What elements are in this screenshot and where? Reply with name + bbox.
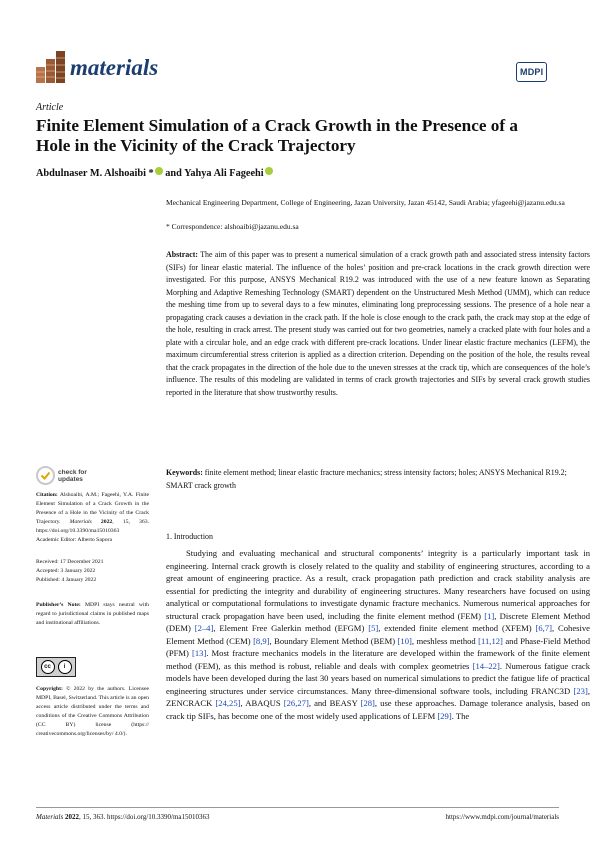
citation-link[interactable]: [29] <box>437 710 452 721</box>
article-type: Article <box>36 102 64 113</box>
academic-editor: Academic Editor: Alberto Sapora <box>36 537 112 543</box>
publisher-logo: MDPI <box>516 62 547 82</box>
journal-logo <box>36 49 66 83</box>
footer-doi[interactable]: , 15, 363. https://doi.org/10.3390/ma15010363 <box>78 813 210 821</box>
citation-block: Citation: Alshoaibi, A.M.; Fageehi, Y.A. Finite Element Simulation of a Crack Growth in the Presence of a Hole in the Vicinity of the Crack Trajectory. Materials 2022, 15, 363. https://doi.org/10.3390/ma15010363 <box>36 492 149 534</box>
journal-name: materials <box>70 55 159 80</box>
dates-block <box>36 558 149 585</box>
citation-link[interactable]: [13] <box>191 648 207 658</box>
introduction-paragraph: Studying and evaluating mechanical and structural components’ integrity is a particularly important task in engineering. Internal crack growth is closely related to the quality and stability of engineering structures, according to a great amount of engineering practice. As a result, crack propagation path prediction and crack stability analysis are essential for predicting the integrity and durability of engineering structures. Many researchers have focused on using analytical or computational formulations to investigate dynamic fracture mechanics. Numerous numerical approaches for structural crack propagation have been used, including the finite element method (FEM) [1], Discrete Element Method (DEM) [2–4], Element Free Galerkin method (EFGM) [5], extended finite element method (XFEM) [6,7], Cohesive Element Method (CEM) [8,9], Boundary Element Method (BEM) [10], meshless method [11,12] and Phase-Field Method (PFM) [13]. Most fracture mechanics models in the literature are developed within the framework of the finite element method (FEM), as this method is robust, reliable and deals with complex geometries [14–22]. Numerous fatigue crack models have been developed during the last 30 years based on numerical simulations to predict the fatigue life of practical engineering structures under service circumstances. Many three-dimensional software tools, including FRANC3D [23], ZENCRACK [24,25], ABAQUS [26,27], and BEASY [28], use these approaches. Damage tolerance analysis, based on crack tip SIFs, has become one of the most widely used applications of LEFM [29]. The <box>166 548 591 721</box>
citation-link[interactable]: [8,9] <box>253 635 270 646</box>
check-line-2: updates <box>58 475 83 483</box>
cc-icon: cc <box>41 660 55 674</box>
article-title: Finite Element Simulation of a Crack Growth in the Presence of a Hole in the Vicinity of the Crack Trajectory <box>36 116 518 155</box>
check-line-1: check for <box>58 468 87 476</box>
citation-link[interactable]: [28] <box>360 698 375 708</box>
citation-link[interactable]: [10] <box>397 635 412 646</box>
materials-logo-icon <box>36 49 66 83</box>
correspondence: * Correspondence: alshoaibi@jazanu.edu.sa <box>166 222 299 231</box>
citation-link[interactable]: [5] <box>368 623 379 633</box>
received-date: Received: 17 December 2021 <box>36 559 104 565</box>
accepted-date: Accepted: 3 January 2022 <box>36 568 96 574</box>
citation-label: Citation: <box>36 492 58 498</box>
check-updates-icon <box>36 466 55 485</box>
published-date: Published: 4 January 2022 <box>36 577 97 583</box>
citation-link[interactable]: [24,25] <box>215 698 241 708</box>
cc-by-license-badge[interactable] <box>36 657 76 677</box>
abstract-text: The aim of this paper was to present a numerical simulation of a crack growth path and associated stress intensity factors (SIFs) for linear elastic material. The influence of the holes’ position and pre-crack locations in the crack growth direction were investigated. For this purpose, ANSYS Mechanical R19.2 was introduced with the use of a new feature known as Separating Morphing and Adaptive Remeshing Technology (SMART) dependent on the Unstructured Mesh Method (UMM), which can reduce the meshing time from up to several days to a few minutes, eliminating long preprocessing sessions. The presence of a hole near a propagating crack causes a deviation in the crack path. If the hole is close enough to the crack path, the crack may stop at the edge of the hole, resulting in crack arrest. The present study was carried out for two geometries, namely a cracked plate with four holes and a plate with a circular hole, and an edge crack with different pre-crack locations. Under linear elastic fracture mechanics (LEFM), the maximum circumferential stress criterion is applied as a direction criterion. Depending on the position of the hole, the results reveal that the crack propagates in the direction of the hole due to the uneven stresses at the crack tip, which are consequences of the hole’s influence. The results of this modeling are validated in terms of crack growth trajectories and SIFs by several crack growth studies reported in the literature that show trustworthy results. <box>166 250 590 397</box>
orcid-icon[interactable] <box>155 167 163 175</box>
author-1[interactable]: Abdulnaser M. Alshoaibi <box>36 168 146 179</box>
citation-link[interactable]: [11,12] <box>478 635 503 646</box>
citation-link[interactable]: [1] <box>484 610 495 621</box>
footer-divider <box>36 807 559 808</box>
citation-link[interactable]: [6,7] <box>535 623 552 633</box>
abstract <box>166 249 590 399</box>
citation-link[interactable]: [2–4] <box>194 623 214 633</box>
publisher-note: Publisher’s Note: MDPI stays neutral with regard to jurisdictional claims in published maps and institutional affiliations. <box>36 602 150 626</box>
citation-link[interactable]: [14–22] <box>472 660 500 671</box>
author-connector: and <box>165 168 182 179</box>
citation-link[interactable]: [26,27] <box>283 698 309 708</box>
keywords <box>166 467 590 492</box>
section-heading: 1. Introduction <box>166 532 213 541</box>
keywords-text: finite element method; linear elastic fracture mechanics; stress intensity factors; holes; ANSYS Mechanical R19.2; SMART crack growth <box>166 468 567 490</box>
copyright-block: Copyright: © 2022 by the authors. Licensee MDPI, Basel, Switzerland. This article is an open access article distributed under the terms and conditions of the Creative Commons Attribution (CC BY) license (https:// creativecommons.org/licenses/by/ 4.0/). <box>36 686 149 737</box>
corresponding-mark: * <box>145 168 154 179</box>
abstract-label: Abstract: <box>166 250 198 259</box>
attribution-icon: i <box>58 660 72 674</box>
citation-doi[interactable]: , 15, 363. https://doi.org/10.3390/ma15010363 <box>36 519 149 534</box>
authors <box>36 167 273 179</box>
keywords-label: Keywords: <box>166 468 203 477</box>
citation-link[interactable]: [23] <box>573 685 588 696</box>
footer-citation: Materials 2022, 15, 363. https://doi.org/10.3390/ma15010363 <box>36 813 210 821</box>
check-for-updates-badge[interactable] <box>36 466 87 485</box>
orcid-icon[interactable] <box>265 167 273 175</box>
license-text: © 2022 by the authors. Licensee MDPI, Basel, Switzerland. This article is an open access article distributed under the terms and conditions of the Creative Commons Attribution (CC BY) license (https:// creativecommons.org/licenses/by/ 4.0/). <box>36 686 149 737</box>
affiliation: Mechanical Engineering Department, College of Engineering, Jazan University, Jazan 45142, Saudi Arabia; yfageehi@jazanu.edu.sa <box>166 198 565 207</box>
footer-journal-url[interactable]: https://www.mdpi.com/journal/materials <box>445 813 559 821</box>
author-2[interactable]: Yahya Ali Fageehi <box>184 168 264 179</box>
